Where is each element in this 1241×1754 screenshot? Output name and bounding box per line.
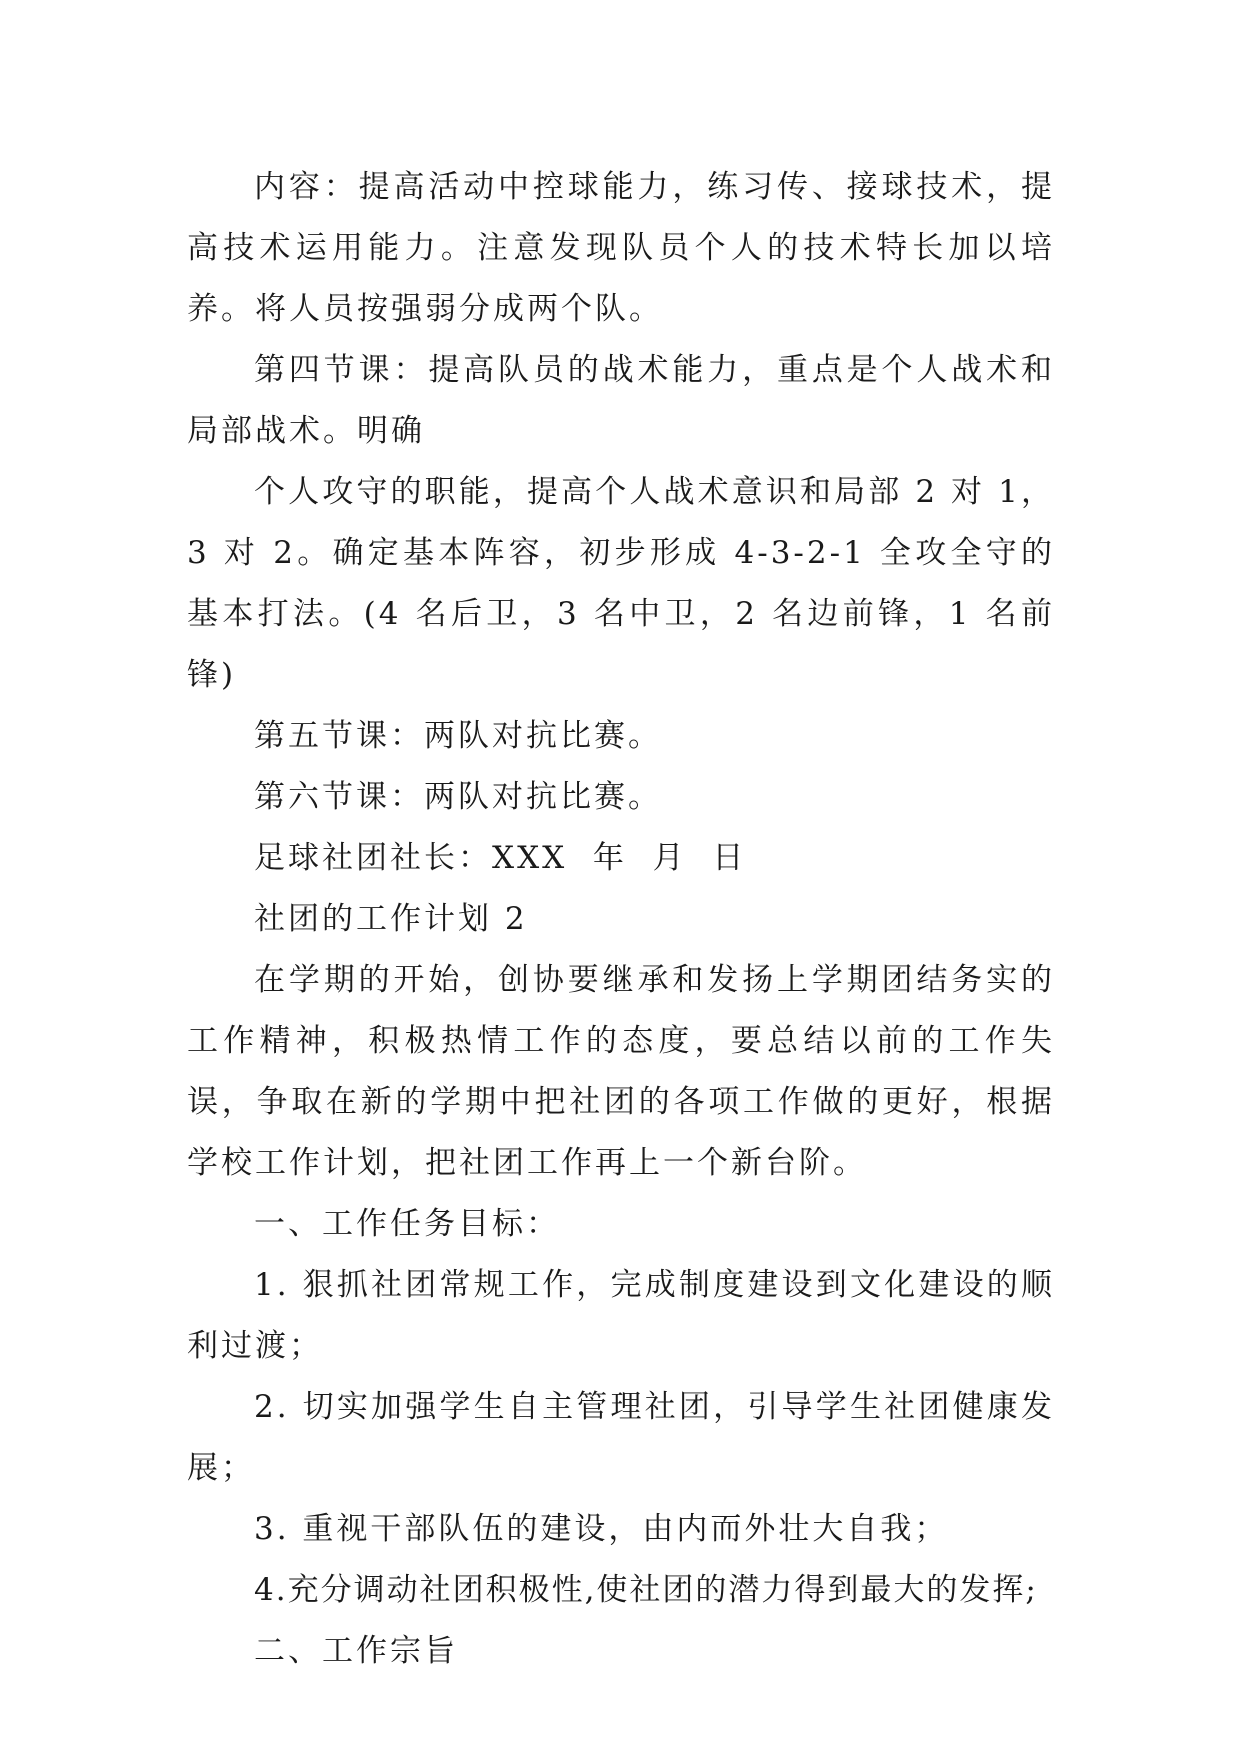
list-item-goal-3: 3. 重视干部队伍的建设，由内而外壮大自我； bbox=[254, 1511, 949, 1547]
section-heading-plan-2: 社团的工作计划 2 bbox=[254, 901, 528, 937]
heading-work-purpose: 二、工作宗旨 bbox=[254, 1633, 458, 1669]
paragraph-signature: 足球社团社长：XXX 年 月 日 bbox=[254, 840, 747, 876]
list-item-goal-2: 2. 切实加强学生自主管理社团，引导学生社团健康发展； bbox=[187, 1389, 1055, 1486]
list-item-goal-1: 1. 狠抓社团常规工作，完成制度建设到文化建设的顺利过渡； bbox=[187, 1267, 1055, 1364]
paragraph-training-content: 内容：提高活动中控球能力，练习传、接球技术，提高技术运用能力。注意发现队员个人的技术特长加以培养。将人员按强弱分成两个队。 bbox=[187, 169, 1055, 327]
paragraph-lesson-four: 第四节课：提高队员的战术能力，重点是个人战术和局部战术。明确 bbox=[187, 352, 1055, 449]
paragraph-individual-tactics: 个人攻守的职能，提高个人战术意识和局部 2 对 1，3 对 2。确定基本阵容，初步形成 4-3-2-1 全攻全守的基本打法。(4 名后卫，3 名中卫，2 名边前锋，1 名前锋) bbox=[187, 474, 1055, 693]
paragraph-lesson-five: 第五节课：两队对抗比赛。 bbox=[254, 718, 662, 754]
heading-work-goals: 一、工作任务目标： bbox=[254, 1206, 560, 1242]
paragraph-semester-intro: 在学期的开始，创协要继承和发扬上学期团结务实的工作精神，积极热情工作的态度，要总结以前的工作失误，争取在新的学期中把社团的各项工作做的更好，根据学校工作计划，把社团工作再上一个新台阶。 bbox=[187, 962, 1055, 1181]
list-item-goal-4: 4.充分调动社团积极性,使社团的潜力得到最大的发挥; bbox=[254, 1572, 1038, 1608]
document-body bbox=[187, 157, 1055, 1682]
paragraph-lesson-six: 第六节课：两队对抗比赛。 bbox=[254, 779, 662, 815]
